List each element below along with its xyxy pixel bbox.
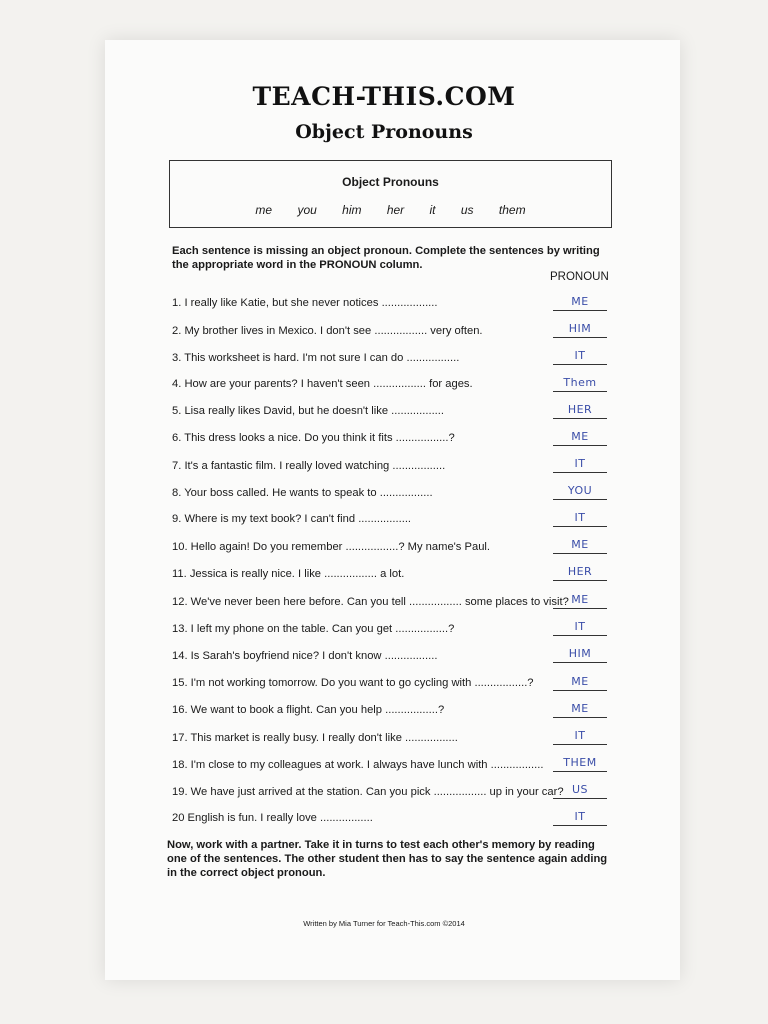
worksheet-title: Object Pronouns [295, 121, 473, 143]
site-title: TEACH-THIS.COM [252, 82, 516, 111]
word-box-title: Object Pronouns [342, 175, 439, 189]
answer-field[interactable]: THEM [553, 755, 607, 772]
exercise-sentence: 19. We have just arrived at the station. Can you pick ................. up in your car? [172, 786, 564, 798]
pronoun-column-header: PRONOUN [550, 271, 609, 283]
exercise-sentence: 16. We want to book a flight. Can you help .................? [172, 704, 445, 716]
answer-field[interactable]: HER [553, 564, 607, 581]
answer-field[interactable]: ME [553, 674, 607, 691]
answer-field[interactable]: IT [553, 348, 607, 365]
word-box-word: them [498, 203, 526, 217]
answer-field[interactable]: HIM [553, 646, 607, 663]
exercise-sentence: 15. I'm not working tomorrow. Do you want to go cycling with .................? [172, 677, 534, 689]
exercise-sentence: 17. This market is really busy. I really don't like ................. [172, 732, 458, 744]
exercise-sentence: 6. This dress looks a nice. Do you think it fits .................? [172, 432, 455, 444]
exercise-sentence: 5. Lisa really likes David, but he doesn't like ................. [172, 405, 445, 417]
answer-field[interactable]: ME [553, 592, 607, 609]
exercise-sentence: 18. I'm close to my colleagues at work. I always have lunch with ................. [172, 759, 544, 771]
answer-field[interactable]: ME [553, 537, 607, 554]
pronoun-word-box [169, 160, 612, 228]
exercise-sentence: 8. Your boss called. He wants to speak to ................. [172, 487, 433, 499]
exercise-sentence: 11. Jessica is really nice. I like ................. a lot. [172, 568, 405, 580]
word-box-word: us [460, 203, 474, 217]
answer-field[interactable]: YOU [553, 483, 607, 500]
answer-field[interactable]: IT [553, 619, 607, 636]
word-box-word: her [386, 203, 405, 217]
answer-field[interactable]: ME [553, 701, 607, 718]
closing-instructions: Now, work with a partner. Take it in turns to test each other's memory by reading one of the sentences. The other student then has to say the sentence again adding in the correct object pronoun. [167, 839, 608, 879]
answer-field[interactable]: ME [553, 294, 607, 311]
word-box-word: him [342, 203, 362, 217]
answer-field[interactable]: Them [553, 375, 607, 392]
answer-field[interactable]: HIM [553, 321, 607, 338]
answer-field[interactable]: IT [553, 809, 607, 826]
exercise-sentence: 14. Is Sarah's boyfriend nice? I don't know ................. [172, 650, 438, 662]
word-box-word: me [255, 203, 273, 217]
word-box-word: you [297, 203, 317, 217]
exercise-sentence: 20 English is fun. I really love ................. [172, 812, 373, 824]
word-box-word: it [429, 203, 436, 217]
word-box-list [170, 203, 611, 217]
exercise-sentence: 2. My brother lives in Mexico. I don't see ................. very often. [172, 325, 483, 337]
footer-credit: Written by Mia Turner for Teach-This.com ©2014 [303, 919, 465, 928]
exercise-sentence: 13. I left my phone on the table. Can you get .................? [172, 623, 455, 635]
answer-field[interactable]: IT [553, 456, 607, 473]
instructions: Each sentence is missing an object pronoun. Complete the sentences by writing the appropriate word in the PRONOUN column. [172, 245, 600, 271]
exercise-sentence: 7. It's a fantastic film. I really loved watching ................. [172, 460, 446, 472]
answer-field[interactable]: US [553, 782, 607, 799]
exercise-sentence: 4. How are your parents? I haven't seen ................. for ages. [172, 378, 473, 390]
answer-field[interactable]: IT [553, 728, 607, 745]
answer-field[interactable]: ME [553, 429, 607, 446]
exercise-sentence: 9. Where is my text book? I can't find ................. [172, 513, 412, 525]
answer-field[interactable]: HER [553, 402, 607, 419]
exercise-sentence: 12. We've never been here before. Can you tell ................. some places to visit? [172, 596, 569, 608]
exercise-sentence: 1. I really like Katie, but she never notices .................. [172, 297, 438, 309]
exercise-sentence: 10. Hello again! Do you remember .................? My name's Paul. [172, 541, 491, 553]
answer-field[interactable]: IT [553, 510, 607, 527]
exercise-sentence: 3. This worksheet is hard. I'm not sure I can do ................. [172, 352, 460, 364]
